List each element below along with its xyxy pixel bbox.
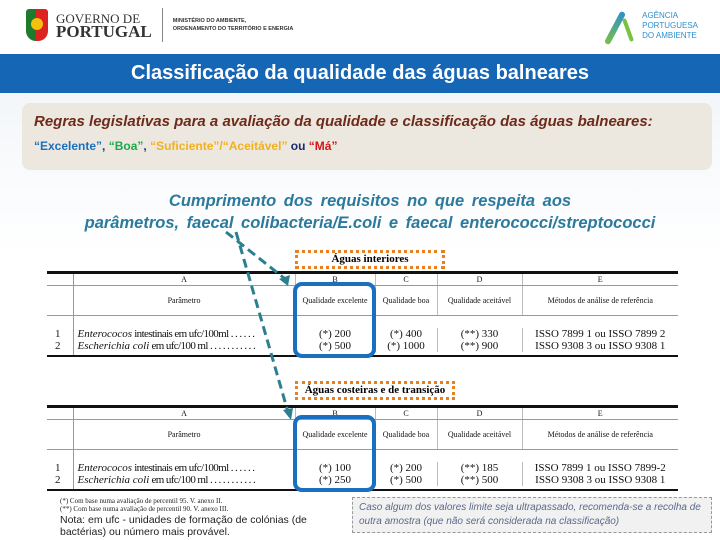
table-label-coastal: Águas costeiras e de transição (295, 381, 455, 400)
column-letter: A (73, 273, 295, 286)
column-letter: D (437, 273, 522, 286)
column-header: Métodos de análise de referência (522, 420, 678, 450)
slide-title: Classificação da qualidade das águas balneares (0, 54, 720, 93)
arrowhead-icon (283, 408, 293, 420)
rules-heading: Regras legislativas para a avaliação da qualidade e classificação das águas balneares: (34, 113, 653, 130)
table-row: 2 Escherichia coli em ufc/100 ml . . . . . . . . . . . (*) 250 (*) 500 (**) 500 ISSO 9308 3 ou ISSO 9308 1 (47, 474, 678, 486)
ministry-name: MINISTÉRIO DO AMBIENTE, ORDENAMENTO DO TERRITÓRIO E ENERGIA (172, 18, 294, 32)
note: Nota: em ufc - unidades de formação de colónias (de bactérias) ou número mais provável. (60, 514, 307, 538)
column-header: Qualidade aceitável (437, 420, 522, 450)
column-header: Qualidade aceitável (437, 286, 522, 316)
footnotes: (*) Com base numa avaliação de percentil 95. V. anexo II. (**) Com base numa avaliação de percentil 90. V. anexo III. (60, 497, 229, 513)
column-header: Qualidade excelente (295, 286, 375, 316)
column-letter: A (73, 407, 295, 420)
table-row: 1 Enterococos intestinais em ufc/100ml . . . . . . (*) 200 (*) 400 (**) 330 ISSO 7899 1 ou ISSO 7899 2 (47, 328, 678, 340)
column-letter: C (375, 273, 437, 286)
column-letter: B (295, 273, 375, 286)
column-letter: E (522, 273, 678, 286)
column-header: Qualidade excelente (295, 420, 375, 450)
table-row: 2 Escherichia coli em ufc/100 ml . . . . . . . . . . . (*) 500 (*) 1000 (**) 900 ISSO 9308 3 ou ISSO 9308 1 (47, 340, 678, 352)
classification-item: “Excelente” (34, 139, 103, 153)
column-header: Parâmetro (73, 420, 295, 450)
classification-item: , (102, 139, 109, 153)
table-label-inland: Águas interiores (295, 250, 445, 269)
column-header: Parâmetro (73, 286, 295, 316)
classification-item: , (143, 139, 151, 153)
apa-logo: AGÊNCIA PORTUGUESA DO AMBIENTE (610, 8, 698, 44)
table-row: 1 Enterococos intestinais em ufc/100ml . . . . . . (*) 100 (*) 200 (**) 185 ISSO 7899 1 ou ISSO 7899-2 (47, 462, 678, 474)
classification-item: “Suficiente”/“Aceitável” (150, 139, 288, 153)
column-header: Métodos de análise de referência (522, 286, 678, 316)
governo-de-portugal-logo: GOVERNO DE PORTUGAL MINISTÉRIO DO AMBIENTE, ORDENAMENTO DO TERRITÓRIO E ENERGIA (26, 8, 293, 42)
requirements-text: Cumprimento dos requisitos no que respeita aos parâmetros, faecal colibacteria/E.coli e faecal enterococci/streptococci (84, 192, 656, 232)
column-header: Qualidade boa (375, 286, 437, 316)
column-letter: B (295, 407, 375, 420)
classification-item: “Má” (308, 139, 338, 153)
dashed-arrow-inland (226, 232, 284, 278)
classification-item: ou (287, 139, 309, 153)
column-letter: E (522, 407, 678, 420)
column-letter: C (375, 407, 437, 420)
classification-item: “Boa” (108, 139, 144, 153)
column-header: Qualidade boa (375, 420, 437, 450)
column-letter: D (437, 407, 522, 420)
callout-box: Caso algum dos valores limite seja ultrapassado, recomenda-se a recolha de outra amostra (que não será considerada na classificação) (352, 497, 712, 533)
